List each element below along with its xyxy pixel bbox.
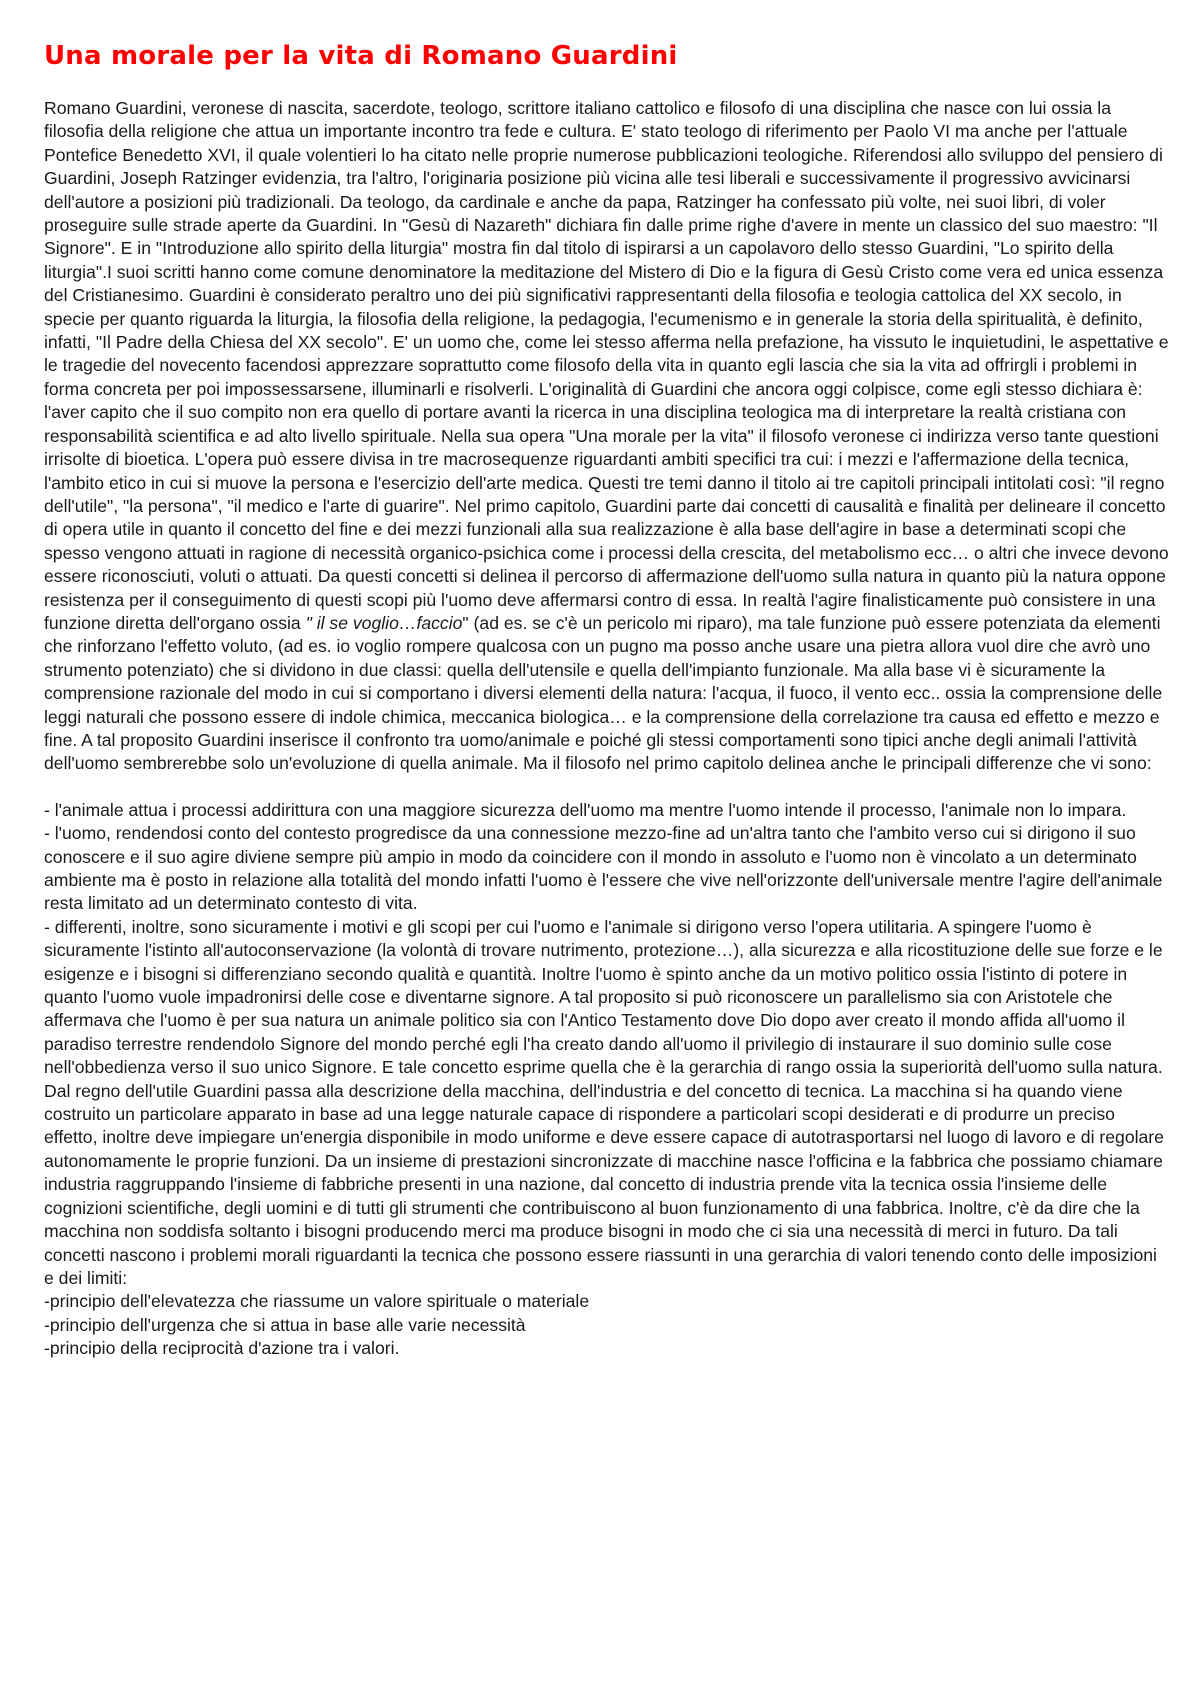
article-title: Una morale per la vita di Romano Guardini bbox=[44, 41, 678, 71]
principle-item: -principio della reciprocità d'azione tra i valori. bbox=[44, 1338, 400, 1359]
intro-italic-quote: " il se voglio…faccio bbox=[305, 612, 463, 633]
intro-paragraph bbox=[44, 97, 1169, 776]
principle-item: -principio dell'elevatezza che riassume un valore spirituale o materiale bbox=[44, 1291, 590, 1312]
intro-text-continued: " (ad es. se c'è un pericolo mi riparo), ma tale funzione può essere potenziata da elementi che rinforzano l'effetto voluto, (ad es. io voglio rompere qualcosa con un pugno ma posso anche usare una pietra allora vuol dire che avrò uno strumento potenziato) che si dividono in due classi: quella dell'utensile e quella dell'impianto funzionale. Ma alla base vi è sicuramente la comprensione razionale del modo in cui si comportano i diversi elementi della natura: l'acqua, il fuoco, il vento ecc.. ossia la comprensione delle leggi naturali che possono essere di indole chimica, meccanica biologica… e la comprensione della correlazione tra causa ed effetto e mezzo e fine. A tal proposito Guardini inserisce il confronto tra uomo/animale e poiché gli stessi comportamenti sono tipici anche degli animali l'attività dell'uomo sembrerebbe solo un'evoluzione di quella animale. Ma il filosofo nel primo capitolo delinea anche le principali differenze che vi sono: bbox=[44, 612, 1163, 774]
paragraph-gap bbox=[44, 776, 1169, 799]
article bbox=[44, 40, 1169, 1361]
machine-paragraph: Dal regno dell'utile Guardini passa alla descrizione della macchina, dell'industria e del concetto di tecnica. La macchina si ha quando viene costruito un particolare apparato in base ad una legge naturale capace di rispondere a particolari scopi desiderati e di produrre un preciso effetto, inoltre deve impiegare un'energia disponibile in modo uniforme e deve essere capace di autotrasportarsi nel luogo di lavoro e di regolare autonomamente le proprie funzioni. Da un insieme di prestazioni sincronizzate di macchine nasce l'officina e la fabbrica che possiamo chiamare industria raggruppando l'insieme di fabbriche presenti in una nazione, dal concetto di industria prende vita la tecnica ossia l'insieme delle cognizioni scientifiche, degli uomini e di tutti gli strumenti che contribuiscono al buon funzionamento di una fabbrica. Inoltre, c'è da dire che la macchina non soddisfa soltanto i bisogni producendo merci ma produce bisogni in modo che ci sia una necessità di merci in futuro. Da tali concetti nascono i problemi morali riguardanti la tecnica che possono essere riassunti in una gerarchia di valori tenendo conto delle imposizioni e dei limiti: bbox=[44, 1080, 1164, 1288]
principle-item: -principio dell'urgenza che si attua in base alle varie necessità bbox=[44, 1314, 526, 1335]
difference-item: - differenti, inoltre, sono sicuramente i motivi e gli scopi per cui l'uomo e l'animale si dirigono verso l'opera utilitaria. A spingere l'uomo è sicuramente l'istinto all'autoconservazione (la volontà di trovare nutrimento, protezione…), alla sicurezza e alla ricostituzione delle sue forze e le esigenze e i bisogni si differenziano secondo qualità e quantità. Inoltre l'uomo è spinto anche da un motivo politico ossia l'istinto di potere in quanto l'uomo vuole impadronirsi delle cose e diventarne signore. A tal proposito si può riconoscere un parallelismo sia con Aristotele che affermava che l'uomo è per sua natura un animale politico sia con l'Antico Testamento dove Dio dopo aver creato il mondo affida all'uomo il paradiso terrestre rendendolo Signore del mondo perché egli l'ha creato dando all'uomo il privilegio di instaurare il suo dominio sulle cose nell'obbedienza verso il suo unico Signore. E tale concetto esprime quella che è la gerarchia di rango ossia la superiorità dell'uomo sulla natura. bbox=[44, 916, 1163, 1078]
difference-item: - l'animale attua i processi addirittura con una maggiore sicurezza dell'uomo ma mentre l'uomo intende il processo, l'animale non lo impara. bbox=[44, 799, 1127, 820]
intro-text: Romano Guardini, veronese di nascita, sacerdote, teologo, scrittore italiano cattolico e filosofo di una disciplina che nasce con lui ossia la filosofia della religione che attua un importante incontro tra fede e cultura. E' stato teologo di riferimento per Paolo VI ma anche per l'attuale Pontefice Benedetto XVI, il quale volentieri lo ha citato nelle proprie numerose pubblicazioni teologiche. Riferendosi allo sviluppo del pensiero di Guardini, Joseph Ratzinger evidenzia, tra l'altro, l'originaria posizione più vicina alle tesi liberali e successivamente il progressivo avvicinarsi dell'autore a posizioni più tradizionali. Da teologo, da cardinale e anche da papa, Ratzinger ha confessato più volte, nei suoi libri, di voler proseguire sulle strade aperte da Guardini. In "Gesù di Nazareth" dichiara fin dalle prime righe d'avere in mente un classico del suo maestro: "Il Signore". E in "Introduzione allo spirito della liturgia" mostra fin dal titolo di ispirarsi a un capolavoro dello stesso Guardini, "Lo spirito della liturgia".I suoi scritti hanno come comune denominatore la meditazione del Mistero di Dio e la figura di Gesù Cristo come vera ed unica essenza del Cristianesimo. Guardini è considerato peraltro uno dei più significativi rappresentanti della filosofia e teologia cattolica del XX secolo, in specie per quanto riguarda la liturgia, la filosofia della religione, la pedagogia, l'ecumenismo e in generale la storia della spiritualità, è definito, infatti, "Il Padre della Chiesa del XX secolo". E' un uomo che, come lei stesso afferma nella prefazione, ha vissuto le inquietudini, le aspettative e le tragedie del novecento facendosi apprezzare soprattutto come filosofo della vita in quanto egli lascia che sia la vita ad offrirgli i problemi in forma concreta per poi impossessarsene, illuminarli e risolverli. L'originalità di Guardini che ancora oggi colpisce, come egli stesso dichiara è: l'aver capito che il suo compito non era quello di portare avanti la ricerca in una disciplina teologica ma di interpretare la realtà cristiana con responsabilità scientifica e ad alto livello spirituale. Nella sua opera "Una morale per la vita" il filosofo veronese ci indirizza verso tante questioni irrisolte di bioetica. L'opera può essere divisa in tre macrosequenze riguardanti ambiti specifici tra cui: i mezzi e l'affermazione della tecnica, l'ambito etico in cui si muove la persona e l'esercizio dell'arte medica. Questi tre temi danno il titolo ai tre capitoli principali intitolati così: "il regno dell'utile", "la persona", "il medico e l'arte di guarire". Nel primo capitolo, Guardini parte dai concetti di causalità e finalità per delineare il concetto di opera utile in quanto il concetto del fine e dei mezzi funzionali alla sua realizzazione è alla base dell'agire in base a determinati scopi che spesso vengono attuati in ragione di necessità organico-psichica come i processi della crescita, del metabolismo ecc… o altri che invece devono essere riconosciuti, voluti o attuati. Da questi concetti si delinea il percorso di affermazione dell'uomo sulla natura in quanto più la natura oppone resistenza per il conseguimento di questi scopi più l'uomo deve affermarsi contro di essa. In realtà l'agire finalisticamente può consistere in una funzione diretta dell'organo ossia bbox=[44, 98, 1169, 633]
difference-item: - l'uomo, rendendosi conto del contesto progredisce da una connessione mezzo-fine ad un'altra tanto che l'ambito verso cui si dirigono il suo conoscere e il suo agire diviene sempre più ampio in modo da coincidere con il mondo in assoluto e l'uomo non è vincolato a un determinato ambiente ma è posto in relazione alla totalità del mondo infatti l'uomo è l'essere che vive nell'orizzonte dell'universale mentre l'agire dell'animale resta limitato ad un determinato contesto di vita. bbox=[44, 823, 1163, 914]
